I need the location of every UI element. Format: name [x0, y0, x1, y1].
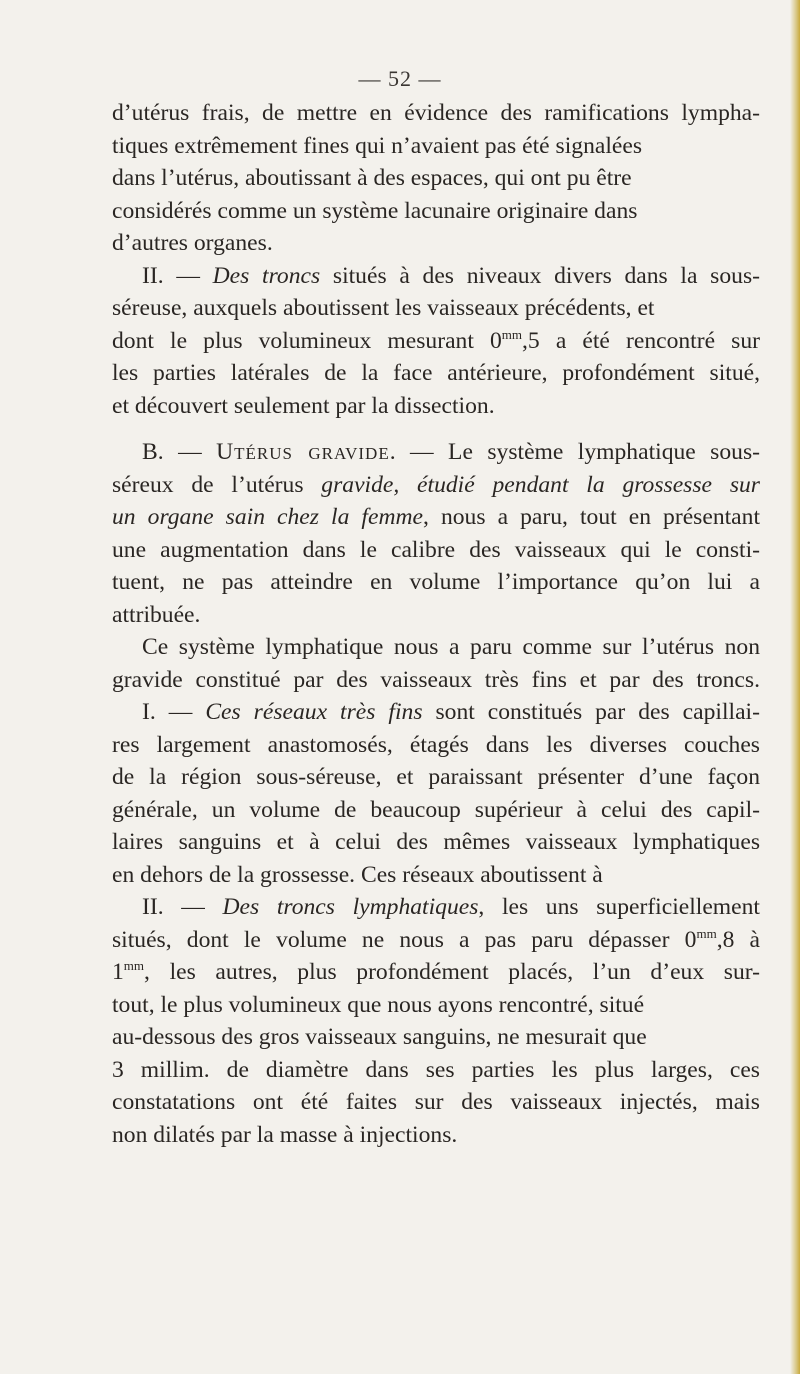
text-line: tiques extrêmement fines qui n’avaient pas été signalées	[112, 132, 643, 159]
text-line: attribuée.	[112, 601, 201, 628]
text-line: générale, un volume de beaucoup supérieur à celui des capil-	[112, 796, 760, 823]
unit-superscript: mm	[501, 326, 523, 342]
text-line: séreuse, auxquels aboutissent les vaisseaux précédents, et	[112, 295, 655, 321]
section-heading-line: II. — Des troncs lymphatiques, les uns superficiellement	[142, 894, 760, 920]
text-line: séreux de l’utérus gravide, étudié pendant la grossesse sur	[112, 471, 760, 498]
text-line: constatations ont été faites sur des vaisseaux injectés, mais	[112, 1089, 760, 1115]
page-number: — 52 —	[358, 66, 442, 91]
text-line: les parties latérales de la face antérieure, profondément situé,	[112, 360, 760, 386]
section-title: Ces réseaux très fins	[205, 699, 423, 725]
text-line: 3 millim. de diamètre dans ses parties les plus larges, ces	[112, 1056, 760, 1083]
text-line: considérés comme un système lacunaire originaire dans	[112, 197, 638, 224]
text-line: $1^{mm}$, les autres, plus profondément placés, l’un d’eux sur-	[112, 958, 760, 985]
text-line: un organe sain chez la femme, nous a paru, tout en présentant	[112, 504, 760, 530]
text-line: gravide constitué par des vaisseaux très fins et par des troncs.	[112, 666, 760, 693]
section-heading-line: B. — Utérus gravide. — Le système lymphatique sous-	[142, 439, 760, 465]
section-heading-line: II. — Des troncs situés à des niveaux divers dans la sous-	[142, 262, 760, 289]
text-line: tuent, ne pas atteindre en volume l’importance qu’on lui a	[112, 569, 760, 595]
text-line: d’autres organes.	[112, 230, 273, 256]
section-title: Utérus gravide	[216, 439, 390, 465]
text-line: res largement anastomosés, étagés dans les diverses couches	[112, 731, 760, 758]
unit-superscript: mm	[696, 925, 717, 941]
text-line: Ce système lymphatique nous a paru comme sur l’utérus non	[142, 634, 760, 660]
text-line: une augmentation dans le calibre des vaisseaux qui le consti-	[112, 536, 760, 563]
text-line: en dehors de la grossesse. Ces réseaux aboutissent à	[112, 861, 603, 888]
text-line: de la région sous-séreuse, et paraissant présenter d’une façon	[112, 764, 760, 790]
text-line: laires sanguins et à celui des mêmes vaisseaux lymphatiques	[112, 829, 760, 855]
page-edge-stain	[790, 0, 800, 1374]
text-line: non dilatés par la masse à injections.	[112, 1121, 458, 1148]
text-line: et découvert seulement par la dissection.	[112, 392, 495, 419]
text-line: d’utérus frais, de mettre en évidence des ramifications lympha-	[112, 100, 760, 126]
text-line: dans l’utérus, aboutissant à des espaces, qui ont pu être	[112, 165, 632, 191]
text-line: tout, le plus volumineux que nous ayons rencontré, situé	[112, 991, 645, 1018]
unit-superscript: mm	[123, 958, 145, 973]
section-title: Des troncs lymphatiques	[222, 894, 479, 920]
text-line: dont le plus volumineux mesurant $0^{mm},5$ a été rencontré sur	[112, 326, 761, 354]
section-title: Des troncs	[212, 262, 321, 289]
section-heading-line: I. — Ces réseaux très fins sont constitués par des capillai-	[142, 699, 760, 725]
text-line: situés, dont le volume ne nous a pas paru dépasser $0^{mm},8$ à	[112, 925, 760, 953]
text-line: au-dessous des gros vaisseaux sanguins, ne mesurait que	[112, 1024, 647, 1050]
body-text	[112, 97, 760, 1151]
